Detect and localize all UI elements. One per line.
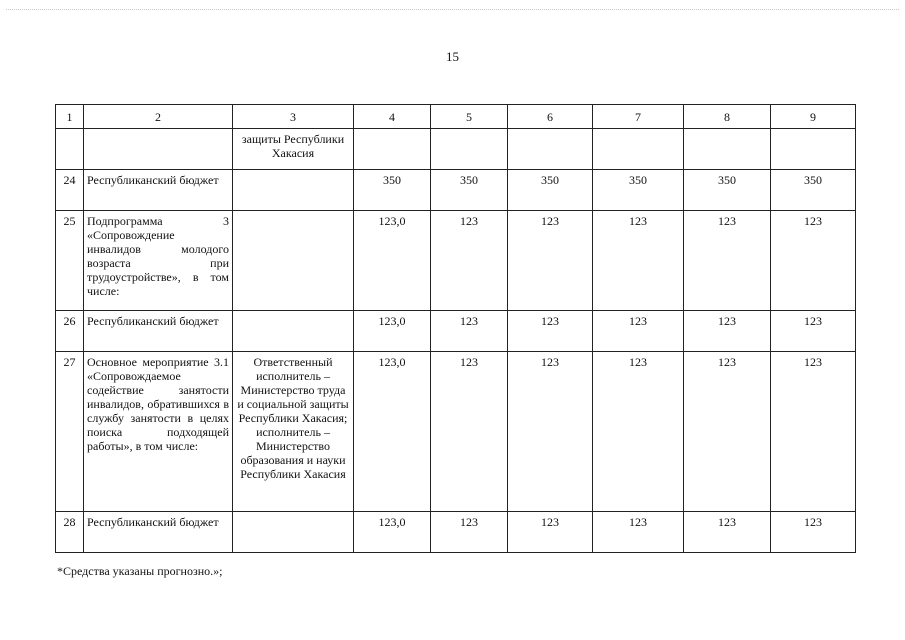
row-value: 123,0 <box>354 211 431 311</box>
row-value: 123 <box>771 311 856 352</box>
column-header: 8 <box>684 105 771 129</box>
row-name <box>84 129 233 170</box>
row-value: 123 <box>508 352 593 512</box>
row-executor <box>233 512 354 553</box>
row-value <box>431 129 508 170</box>
row-value: 350 <box>508 170 593 211</box>
budget-table <box>55 104 856 553</box>
row-name: Республиканский бюджет <box>84 311 233 352</box>
row-value: 350 <box>593 170 684 211</box>
row-value <box>508 129 593 170</box>
row-value: 123 <box>684 311 771 352</box>
row-value: 123 <box>684 512 771 553</box>
row-value: 350 <box>771 170 856 211</box>
table-row <box>56 512 856 553</box>
row-value: 123 <box>771 211 856 311</box>
column-header: 4 <box>354 105 431 129</box>
row-executor <box>233 211 354 311</box>
row-executor <box>233 311 354 352</box>
column-header: 9 <box>771 105 856 129</box>
column-header: 2 <box>84 105 233 129</box>
row-value: 123,0 <box>354 311 431 352</box>
row-value <box>593 129 684 170</box>
table-row-continuation <box>56 129 856 170</box>
column-header: 7 <box>593 105 684 129</box>
row-value: 123 <box>593 512 684 553</box>
table-row <box>56 311 856 352</box>
column-header: 6 <box>508 105 593 129</box>
row-value: 350 <box>684 170 771 211</box>
row-executor: Ответственный исполнитель – Министерство труда и социальной защиты Республики Хакасия; исполнитель – Министерство образования и науки Республики Хакасия <box>233 352 354 512</box>
scan-top-edge <box>6 9 899 10</box>
row-value: 123 <box>508 211 593 311</box>
row-value: 123 <box>508 512 593 553</box>
row-value: 123 <box>593 211 684 311</box>
row-value: 123 <box>684 352 771 512</box>
table-row <box>56 211 856 311</box>
row-name: Подпрограмма 3 «Сопровождение инвалидов молодого возраста при трудоустройстве», в том числе: <box>84 211 233 311</box>
row-executor <box>233 170 354 211</box>
column-header: 5 <box>431 105 508 129</box>
row-value: 123 <box>593 311 684 352</box>
page-number: 15 <box>446 49 459 64</box>
row-value <box>354 129 431 170</box>
row-number: 27 <box>56 352 84 512</box>
row-value: 350 <box>354 170 431 211</box>
table-row <box>56 352 856 512</box>
row-value: 350 <box>431 170 508 211</box>
row-value <box>684 129 771 170</box>
table-header-row <box>56 105 856 129</box>
column-header: 1 <box>56 105 84 129</box>
row-value: 123 <box>771 512 856 553</box>
row-value: 123 <box>593 352 684 512</box>
row-number: 28 <box>56 512 84 553</box>
row-executor: защиты Республики Хакасия <box>233 129 354 170</box>
column-header: 3 <box>233 105 354 129</box>
row-number: 25 <box>56 211 84 311</box>
row-value <box>771 129 856 170</box>
row-value: 123,0 <box>354 352 431 512</box>
row-number: 24 <box>56 170 84 211</box>
row-number <box>56 129 84 170</box>
row-number: 26 <box>56 311 84 352</box>
row-name: Основное мероприятие 3.1 «Сопровождаемое содействие занятости инвалидов, обратившихся в службу занятости в целях поиска подходящей работы», в том числе: <box>84 352 233 512</box>
row-value: 123 <box>431 352 508 512</box>
row-value: 123,0 <box>354 512 431 553</box>
row-value: 123 <box>771 352 856 512</box>
footnote: *Средства указаны прогнозно.»; <box>57 564 223 578</box>
row-value: 123 <box>431 211 508 311</box>
row-name: Республиканский бюджет <box>84 170 233 211</box>
row-value: 123 <box>684 211 771 311</box>
row-value: 123 <box>508 311 593 352</box>
table-row <box>56 170 856 211</box>
row-value: 123 <box>431 512 508 553</box>
row-name: Республиканский бюджет <box>84 512 233 553</box>
row-value: 123 <box>431 311 508 352</box>
